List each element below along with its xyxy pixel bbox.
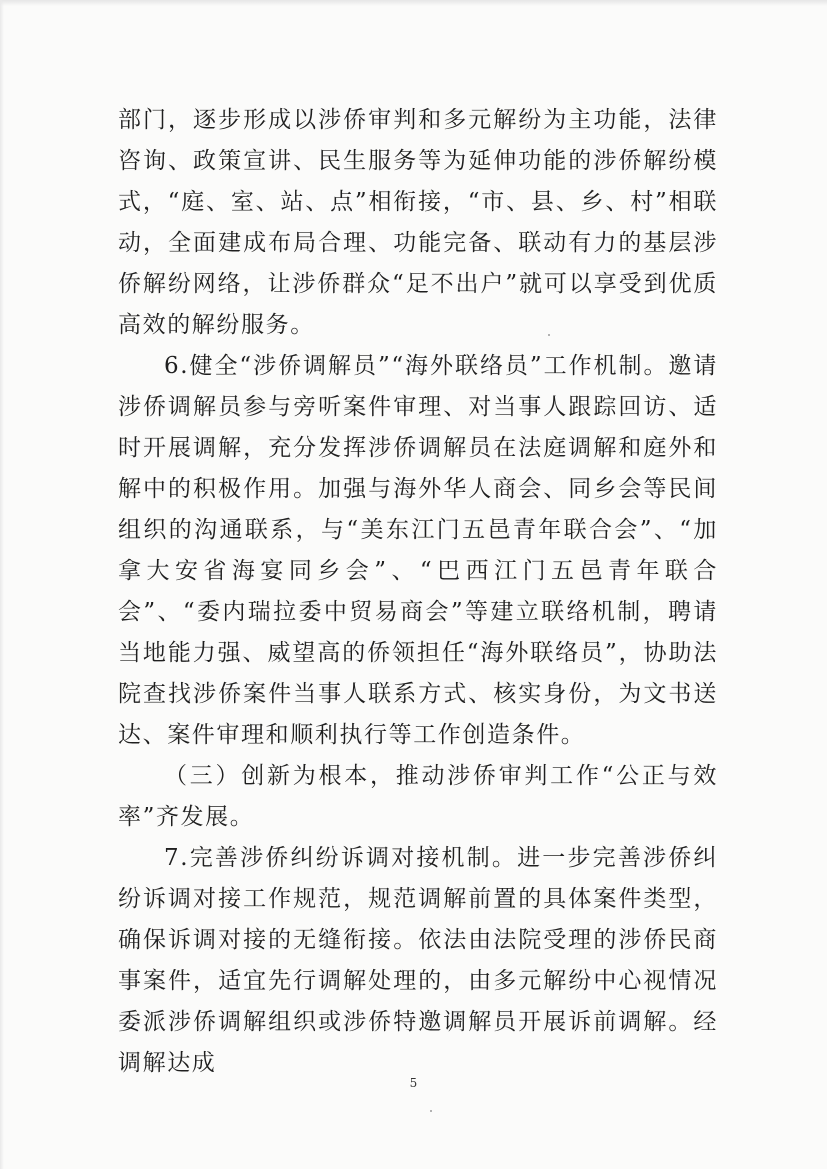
page-number: 5 <box>409 1076 418 1090</box>
paragraph-item-6: 6.健全“涉侨调解员”“海外联络员”工作机制。邀请涉侨调解员参与旁听案件审理、对当事人跟踪回访、适时开展调解，充分发挥涉侨调解员在法庭调解和庭外和解中的积极作用。加强与海外华人商会、同乡会等民间组织的沟通联系，与“美东江门五邑青年联合会”、“加拿大安省海宴同乡会”、“巴西江门五邑青年联合会”、“委内瑞拉委中贸易商会”等建立联络机制，聘请当地能力强、威望高的侨领担任“海外联络员”，协助法院查找涉侨案件当事人联系方式、核实身份，为文书送达、案件审理和顺利执行等工作创造条件。 <box>118 353 718 748</box>
paragraph-item-7: 7.完善涉侨纠纷诉调对接机制。进一步完善涉侨纠纷诉调对接工作规范，规范调解前置的具体案件类型，确保诉调对接的无缝衔接。依法由法院受理的涉侨民商事案件，适宜先行调解处理的，由多元解纷中心视情况委派涉侨调解组织或涉侨特邀调解员开展诉前调解。经调解达成 <box>118 845 718 1076</box>
scan-speck <box>548 334 550 336</box>
scan-edge-left <box>0 0 4 1169</box>
scan-speck <box>430 1110 432 1112</box>
document-body <box>118 100 718 1084</box>
section-heading-3: （三）创新为根本，推动涉侨审判工作“公正与效率”齐发展。 <box>118 763 718 830</box>
paragraph-continuation: 部门，逐步形成以涉侨审判和多元解纷为主功能，法律咨询、政策宣讲、民生服务等为延伸功能的涉侨解纷模式，“庭、室、站、点”相衔接，“市、县、乡、村”相联动，全面建成布局合理、功能完备、联动有力的基层涉侨解纷网络，让涉侨群众“足不出户”就可以享受到优质高效的解纷服务。 <box>118 107 718 338</box>
scan-edge-top <box>0 0 827 6</box>
